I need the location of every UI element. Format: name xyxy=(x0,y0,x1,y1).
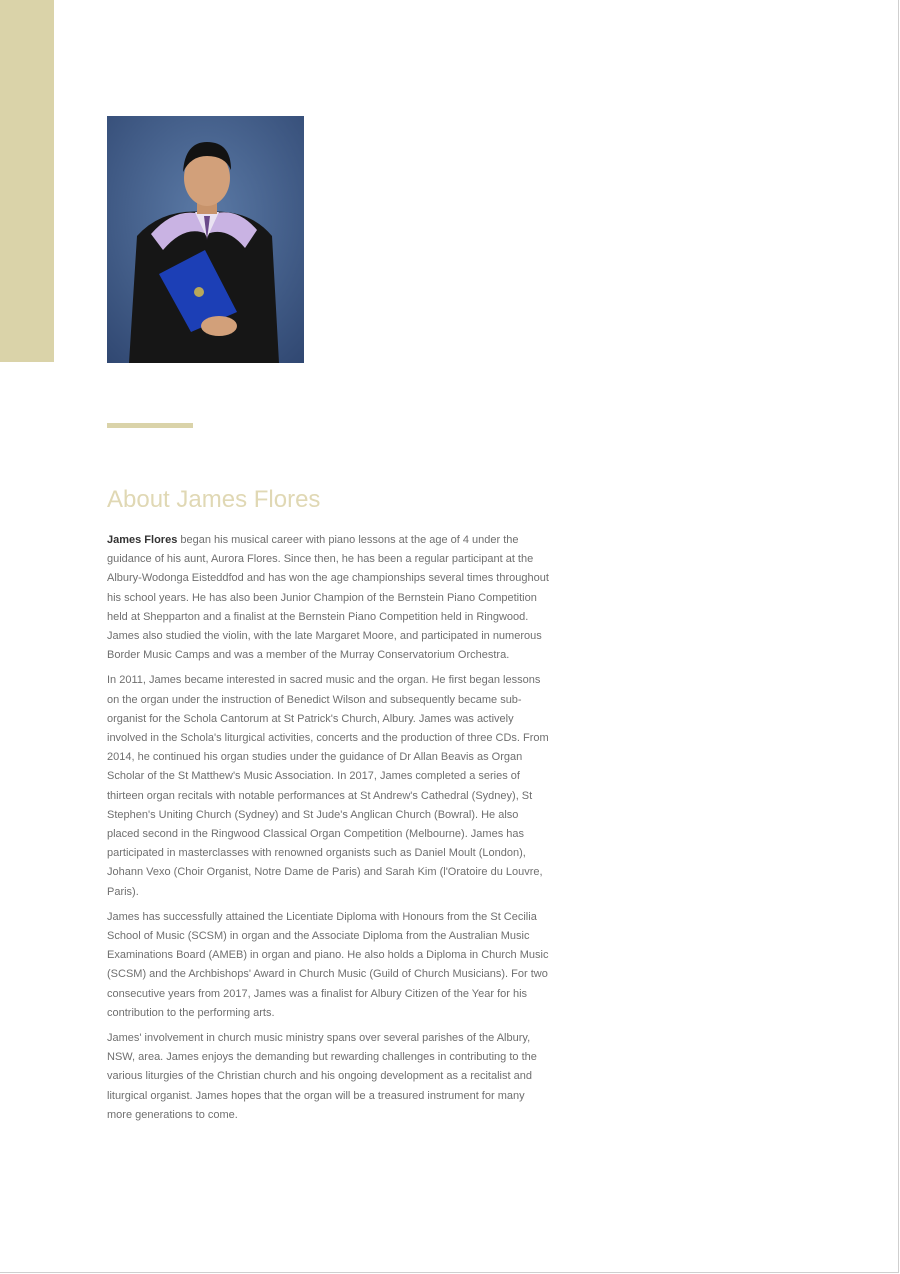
bio-paragraph-1 xyxy=(107,531,549,665)
bio-paragraph-3: James has successfully attained the Licentiate Diploma with Honours from the St Cecilia School of Music (SCSM) in organ and the Associate Diploma from the Australian Music Examinations Board (AMEB) in organ and piano. He also holds a Diploma in Church Music (SCSM) and the Archbishops' Award in Church Music (Guild of Church Musicians). For two consecutive years from 2017, James was a finalist for Albury Citizen of the Year for his contribution to the performing arts. xyxy=(107,910,549,1019)
bio-paragraph-1-text: began his musical career with piano lessons at the age of 4 under the guidance of his aunt, Aurora Flores. Since then, he has been a regular participant at the Albury-Wodonga Eisteddfod and has won the age championships several times throughout his school years. He has also been Junior Champion of the Bernstein Piano Competition held at Shepparton and a finalist at the Bernstein Piano Competition held in Ringwood. James also studied the violin, with the late Margaret Moore, and participated in numerous Border Music Camps and was a member of the Murray Conservatorium Orchestra. xyxy=(107,534,549,662)
bio-body xyxy=(107,531,549,1131)
bio-paragraph-2: In 2011, James became interested in sacred music and the organ. He first began lessons on the organ under the instruction of Benedict Wilson and subsequently became sub-organist for the Schola Cantorum at St Patrick's Church, Albury. James was actively involved in the Schola's liturgical activities, concerts and the production of three CDs. From 2014, he continued his organ studies under the guidance of Dr Allan Beavis as Organ Scholar of the St Matthew's Music Association. In 2017, James completed a series of thirteen organ recitals with notable performances at St Andrew's Cathedral (Sydney), St Stephen's Uniting Church (Sydney) and St Jude's Anglican Church (Bowral). He also placed second in the Ringwood Classical Organ Competition (Melbourne). James has participated in masterclasses with renowned organists such as Daniel Moult (London), Johann Vexo (Choir Organist, Notre Dame de Paris) and Sarah Kim (l'Oratoire du Louvre, Paris). xyxy=(107,674,549,898)
side-accent-band xyxy=(0,0,54,362)
section-heading: About James Flores xyxy=(107,486,321,513)
portrait-photo xyxy=(107,116,304,363)
heading-accent-line xyxy=(107,423,193,428)
bio-lead-name: James Flores xyxy=(107,534,178,546)
bio-paragraph-4: James' involvement in church music ministry spans over several parishes of the Albury, NSW, area. James enjoys the demanding but rewarding challenges in contributing to the various liturgies of the Christian church and his ongoing development as a recitalist and liturgical organist. James hopes that the organ will be a treasured instrument for many more generations to come. xyxy=(107,1032,537,1121)
